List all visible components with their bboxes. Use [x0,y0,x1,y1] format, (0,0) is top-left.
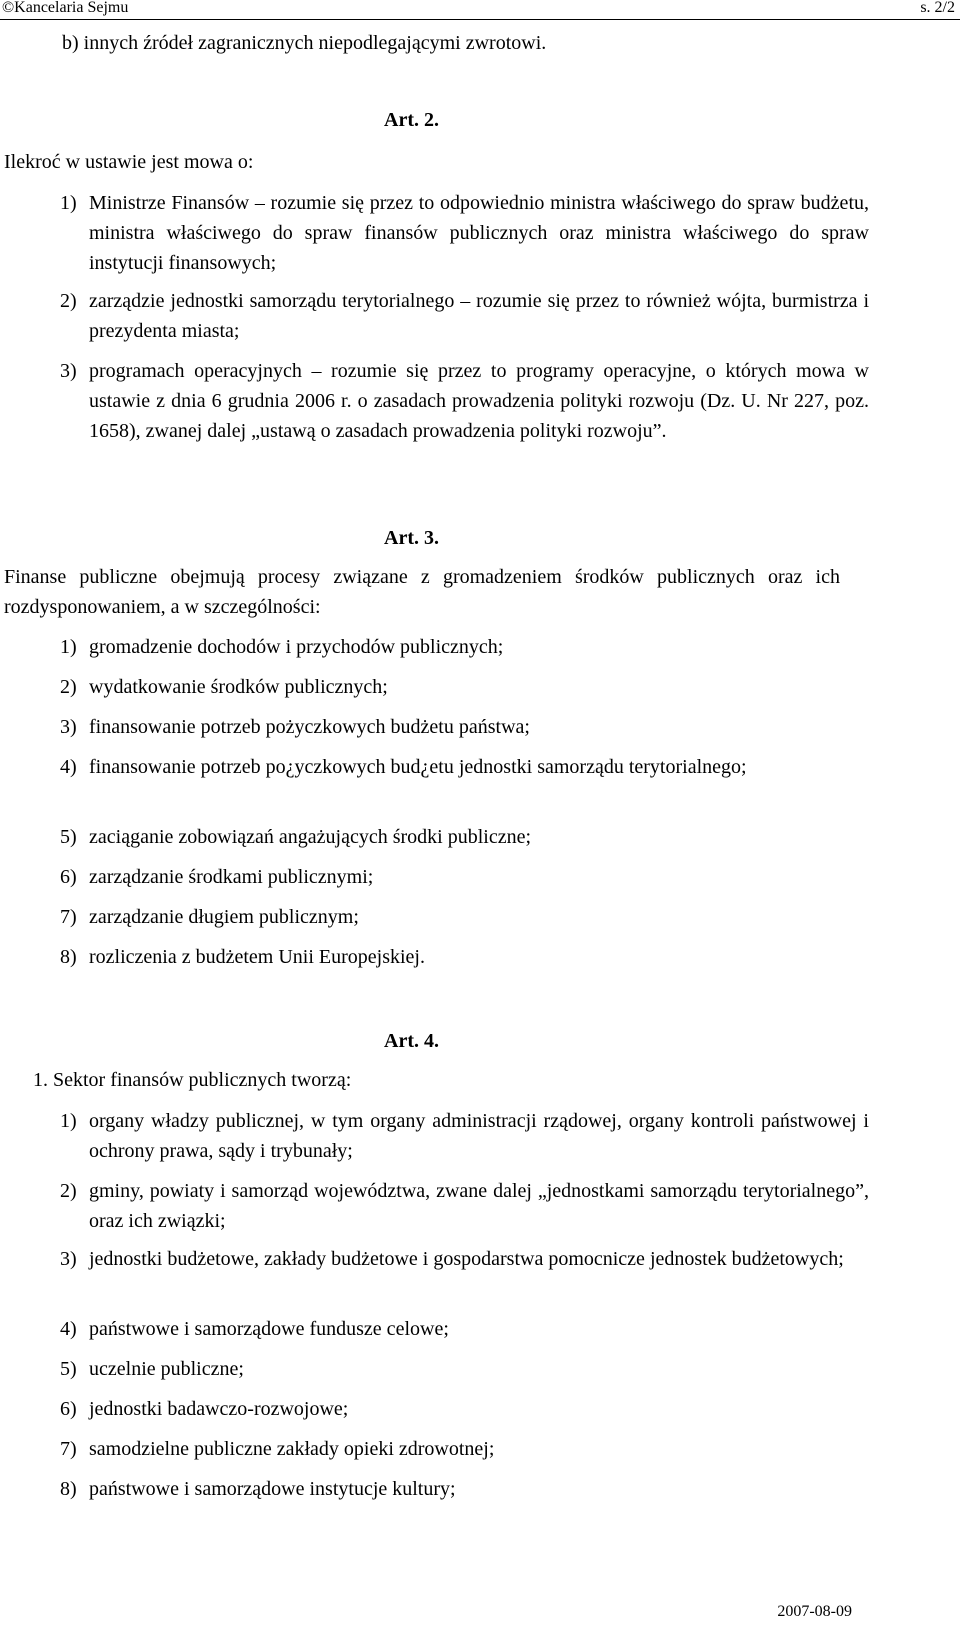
list-item-text: zarządzanie środkami publicznymi; [89,866,374,888]
article-3-intro: Finanse publiczne obejmują procesy związane z gromadzeniem środków publicznych oraz ich rozdysponowaniem, a w szczególności: [4,566,840,618]
list-item-number: 4) [60,756,77,778]
list-item-text: rozliczenia z budżetem Unii Europejskiej. [89,946,425,968]
list-item-number: 8) [60,1478,77,1500]
list-item [60,1176,869,1236]
list-item-text: finansowanie potrzeb pożyczkowych budżetu państwa; [89,716,530,738]
list-item-number: 2) [60,676,77,698]
list-item-number: 7) [60,1438,77,1460]
list-item-text: wydatkowanie środków publicznych; [89,676,388,698]
article-heading-2: Art. 2. [384,109,439,131]
list-item-text: programach operacyjnych – rozumie się przez to programy operacyjne, o których mowa w ustawie z dnia 6 grudnia 2006 r. o zasadach prowadzenia polityki rozwoju (Dz. U. Nr 227, poz. 1658), zwanej dalej „ustawą o zasadach prowadzenia polityki rozwoju”. [89,360,869,442]
list-item [60,188,869,278]
header-divider [0,19,960,20]
list-item-text: jednostki badawczo-rozwojowe; [89,1398,349,1420]
list-item [60,862,869,892]
list-item [60,1434,869,1464]
list-item-number: 6) [60,866,77,888]
list-item-text: zarządzie jednostki samorządu terytorialnego – rozumie się przez to również wójta, burmistrza i prezydenta miasta; [89,290,869,342]
list-item [60,1474,869,1504]
list-item [60,822,869,852]
document-date: 2007-08-09 [777,1603,852,1620]
list-item [60,712,869,742]
list-item-text: gromadzenie dochodów i przychodów publicznych; [89,636,504,658]
list-item-number: 1) [60,192,77,214]
list-item-number: 3) [60,716,77,738]
list-item [60,1314,869,1344]
list-item-number: 8) [60,946,77,968]
list-item-text: organy władzy publicznej, w tym organy administracji rządowej, organy kontroli państwowej i ochrony prawa, sądy i trybunały; [89,1110,869,1162]
article-2-intro: Ilekroć w ustawie jest mowa o: [4,151,254,173]
list-item-text: jednostki budżetowe, zakłady budżetowe i gospodarstwa pomocnicze jednostek budżetowych; [89,1248,844,1270]
list-item [60,286,869,346]
list-item-number: 4) [60,1318,77,1340]
list-item-text: Ministrze Finansów – rozumie się przez to odpowiednio ministra właściwego do spraw budżetu, ministra właściwego do spraw finansów publicznych oraz ministra właściwego do spraw instytucji finansowych; [89,192,869,274]
list-item-number: 3) [60,360,77,382]
list-item-text: państwowe i samorządowe instytucje kultury; [89,1478,456,1500]
page-number: s. 2/2 [920,0,955,16]
header-source: ©Kancelaria Sejmu [2,0,129,16]
list-item [60,632,869,662]
list-item [60,902,869,932]
list-item-number: 5) [60,1358,77,1380]
article-heading-4: Art. 4. [384,1030,439,1052]
list-item-number: 6) [60,1398,77,1420]
list-item [60,752,869,782]
list-item-number: 3) [60,1248,77,1270]
list-item-text: zaciąganie zobowiązań angażujących środki publiczne; [89,826,532,848]
list-item [60,356,869,446]
list-item-text: gminy, powiaty i samorząd województwa, zwane dalej „jednostkami samorządu terytorialnego”, oraz ich związki; [89,1180,869,1232]
list-item [60,1106,869,1166]
list-item-number: 7) [60,906,77,928]
list-item-text: finansowanie potrzeb po¿yczkowych bud¿etu jednostki samorządu terytorialnego; [89,756,747,778]
list-item-continuation: b) innych źródeł zagranicznych niepodlegającymi zwrotowi. [62,32,547,54]
article-heading-3: Art. 3. [384,527,439,549]
article-4-intro: 1. Sektor finansów publicznych tworzą: [33,1069,352,1091]
list-item-number: 1) [60,1110,77,1132]
list-item [60,1394,869,1424]
list-item [60,672,869,702]
list-item-number: 2) [60,1180,77,1202]
list-item-number: 5) [60,826,77,848]
list-item-number: 2) [60,290,77,312]
list-item [60,1354,869,1384]
list-item-text: uczelnie publiczne; [89,1358,244,1380]
list-item [60,942,869,972]
list-item-text: samodzielne publiczne zakłady opieki zdrowotnej; [89,1438,495,1460]
list-item-text: państwowe i samorządowe fundusze celowe; [89,1318,449,1340]
list-item [60,1244,869,1274]
list-item-number: 1) [60,636,77,658]
list-item-text: zarządzanie długiem publicznym; [89,906,359,928]
